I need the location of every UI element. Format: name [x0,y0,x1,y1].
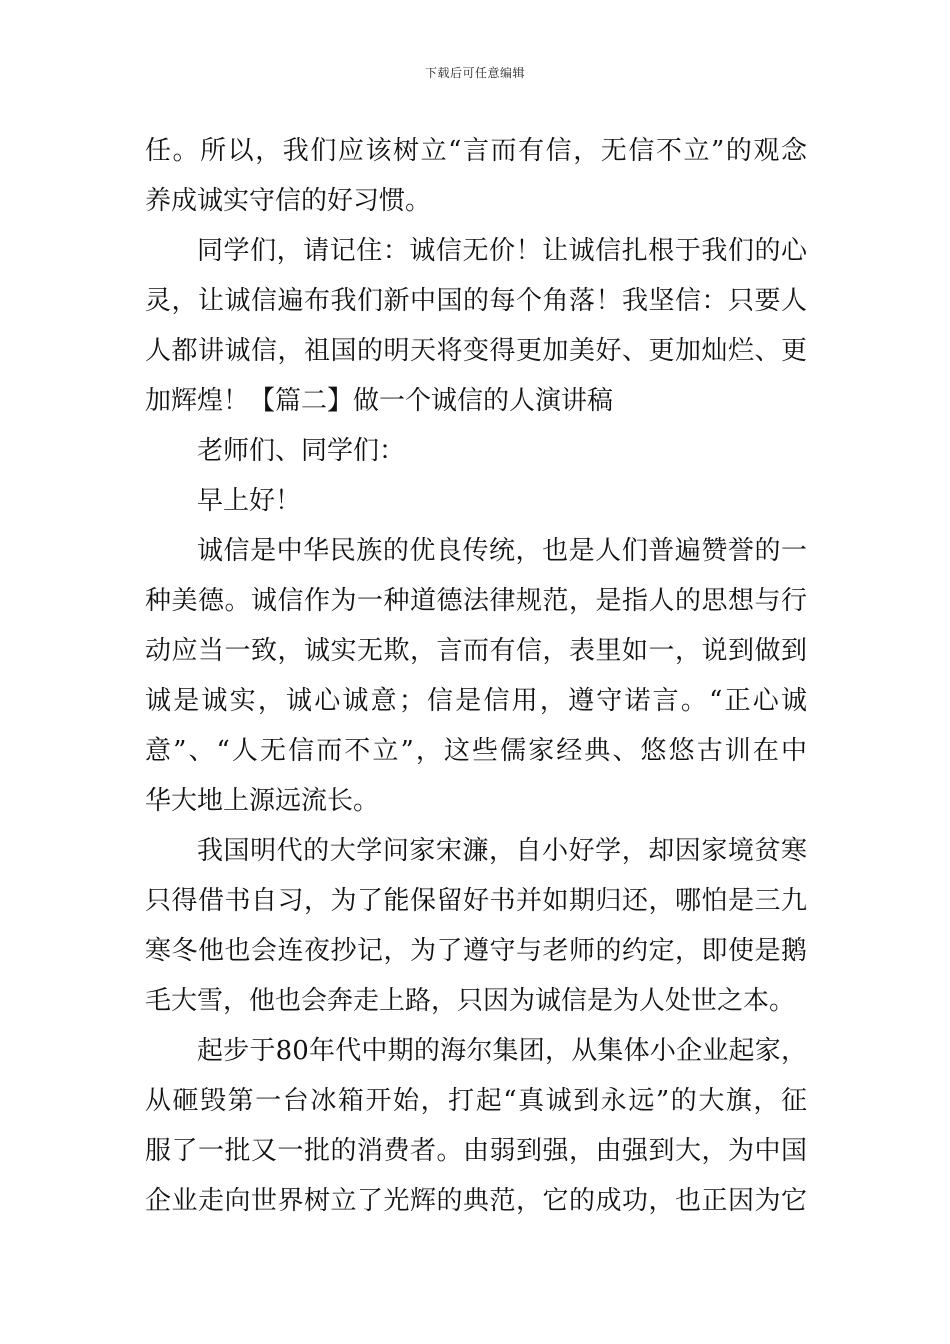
text-line: 人都讲诚信，祖国的明天将变得更加美好、更加灿烂、更 [145,336,807,366]
text-line: 加辉煌！【篇二】做一个诚信的人演讲稿 [145,386,614,416]
text-line: 服了一批又一批的消费者。由弱到强，由强到大，为中国 [145,1136,807,1166]
text-line: 诚信是中华民族的优良传统，也是人们普遍赞誉的一 [197,536,807,566]
document-body [145,126,807,1226]
text-line: 寒冬他也会连夜抄记，为了遵守与老师的约定，即使是鹅 [145,936,807,966]
text-line: 起步于80年代中期的海尔集团，从集体小企业起家， [197,1036,807,1066]
text-line: 意”、“人无信而不立”，这些儒家经典、悠悠古训在中 [145,736,807,766]
text-line: 诚是诚实，诚心诚意；信是信用，遵守诺言。“正心诚 [145,686,807,716]
text-line: 从砸毁第一台冰箱开始，打起“真诚到永远”的大旗，征 [145,1086,807,1116]
text-line: 同学们，请记住：诚信无价！让诚信扎根于我们的心 [197,236,807,266]
page-header: 下载后可任意编辑 [424,66,525,80]
text-line: 灵，让诚信遍布我们新中国的每个角落！我坚信：只要人 [145,286,807,316]
text-line: 养成诚实守信的好习惯。 [145,186,432,216]
text-line: 我国明代的大学问家宋濂，自小好学，却因家境贫寒 [197,836,807,866]
text-line: 任。所以，我们应该树立“言而有信，无信不立”的观念 [145,136,807,166]
text-line: 毛大雪，他也会奔走上路，只因为诚信是为人处世之本。 [145,986,796,1016]
text-line: 动应当一致，诚实无欺，言而有信，表里如一，说到做到 [145,636,807,666]
text-line: 早上好！ [197,486,302,516]
text-line: 企业走向世界树立了光辉的典范，它的成功，也正因为它 [145,1186,807,1216]
text-line: 华大地上源远流长。 [145,786,380,816]
text-line: 老师们、同学们： [197,436,406,466]
text-line: 只得借书自习，为了能保留好书并如期归还，哪怕是三九 [145,886,807,916]
text-line: 种美德。诚信作为一种道德法律规范，是指人的思想与行 [145,586,807,616]
